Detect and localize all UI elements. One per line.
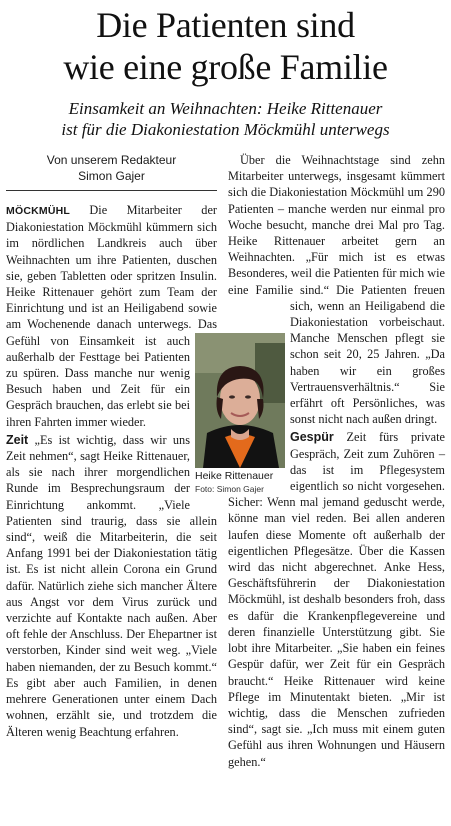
column2-paragraph-1: Über die Weihnachtstage sind zehn Mitarbeiter unterwegs, insgesamt kümmert sich die Diakoniestation Möckmühl um 290 Patienten – manche werden nur einmal pro Woche besucht, manche drei Mal pro Tag. Heike Rittenauer arbeitet gern an Weihnachten. „Für mich ist es etwas Besonderes, weil die Patienten für mich wie eine Familie sind.“ Die Patienten freuen sich, wenn an Heiligabend die Diakoniestation vorbeischaut. Manche Menschen pflegt sie schon seit 20, 25 Jahren. „Da haben wir ein großes Vertrauensverhältnis.“ Sie erfährt oft Persönliches, was sonst nicht nach außen dringt.: [228, 153, 445, 427]
byline: [6, 152, 217, 184]
byline-role: Von unserem Redakteur: [46, 153, 177, 167]
gespuer-text: Zeit fürs private Gespräch, Zeit zum Zuhören – das ist im Pflegesystem eigentlich so nicht vorgesehen. Sicher: Wenn mal jemand geduscht werde, könne man viel reden. Bei allen anderen laufen diese Momente oft außerhalb der eigentlichen Pflegesätze. Über die Kassen wird das nicht abgerechnet. Anke Hess, Geschäftsführerin der Diakoniestation Möckmühl, ist deshalb besonders froh, dass es dafür die Krankenpflegevereine und deren finanzielle Unterstützung gibt. Sie lobt ihre Mitarbeiter. „Sie haben ein feines Gespür dafür, wer Zeit für ein Gespräch braucht.“ Heike Rittenauer wird keine Pflege im Minutentakt bieten. „Mir ist wichtig, dass die Menschen zufrieden sind“, sagt sie. „Ich muss mit einem guten Gefühl aus ihren Wohnungen und Häusern gehen.“: [228, 430, 445, 769]
photo-credit: Foto: Simon Gajer: [195, 484, 264, 494]
subheadline: [6, 98, 445, 140]
byline-divider: [6, 190, 217, 191]
kicker-gespuer: Gespür: [290, 430, 334, 445]
intro-paragraph: [6, 202, 217, 430]
headline-line-2: wie eine große Familie: [63, 47, 388, 87]
headline-line-1: Die Patienten sind: [96, 5, 355, 45]
kicker-zeit: Zeit: [6, 432, 29, 447]
subheadline-line-2: ist für die Diakoniestation Möckmühl unterwegs: [61, 120, 390, 139]
headline: [6, 4, 445, 88]
portrait-illustration: [195, 333, 285, 468]
article-column-1: [6, 202, 217, 740]
zeit-text: „Es ist wichtig, dass wir uns Zeit nehmen“, sagt Heike Rittenauer, als sie nach ihrer morgendlichen Runde im Besprechungsraum der Einrichtung ankommt. „Viele Patienten sind traurig, dass sie allein sind“, weiß die Mitarbeiterin, die seit Anfang 1991 bei der Diakoniestation tätig ist. Es ist nicht allein Corona ein Grund dafür. Natürlich ziehe sich mancher Ältere aus Angst vor dem Virus zurück und verzichte auf Kontakte nach außen. Aber oft fehle der Anschluss. Der Ehepartner ist verstorben, Kinder sind weit weg. „Viele haben niemanden, der zu Besuch kommt.“ Es gibt aber auch Familien, in denen mehrere Generationen unter einem Dach wohnen, erzählt sie, und trotzdem die Älteren wenig Beachtung erfahren.: [6, 432, 217, 739]
subheadline-line-1: Einsamkeit an Weihnachten: Heike Rittenauer: [68, 99, 383, 118]
dateline: MÖCKMÜHL: [6, 205, 71, 217]
intro-text: Die Mitarbeiter der Diakoniestation Möckmühl kümmern sich im nördlichen Landkreis auch über Weihnachten um ihre Patienten, duschen sie, geben Tabletten oder spritzen Insulin. Heike Rittenauer gehört zum Team der Einrichtung und ist an Heiligabend sowie am Wochenende danach unterwegs. Das Gefühl von Einsamkeit ist auch außerhalb der Festtage bei Patienten zu spüren. Dass manche nur wenig Besuch haben und Zeit für ein Gespräch brauchen, das erlebt sie bei ihren Fahrten immer wieder.: [6, 203, 217, 429]
byline-author: Simon Gajer: [78, 169, 145, 183]
zeit-paragraph: [6, 432, 217, 740]
photo-caption: Heike Rittenauer: [195, 470, 274, 482]
portrait-photo: [195, 333, 285, 468]
